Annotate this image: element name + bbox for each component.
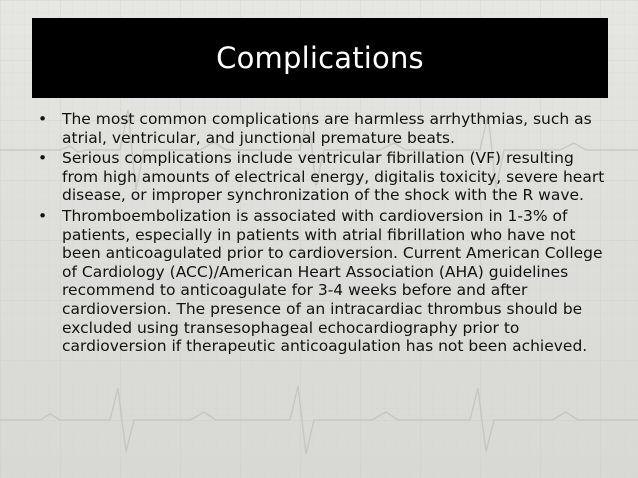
bullet-item (34, 207, 614, 356)
bullet-text: Serious complications include ventricular fibrillation (VF) resulting from high amounts of electrical energy, digitalis toxicity, severe heart disease, or improper synchronization of the shock with the R wave. (62, 149, 605, 205)
bullet-item (34, 110, 614, 147)
bullet-list (34, 110, 614, 358)
bullet-text: Thromboembolization is associated with cardioversion in 1-3% of patients, especially in patients with atrial fibrillation who have not been anticoagulated prior to cardioversion. Current American College of Cardiology (ACC)/American Heart Association (AHA) guidelines recommend to anticoagulate for 3-4 weeks before and after cardioversion. The presence of an intracardiac thrombus should be excluded using transesophageal echocardiography prior to cardioversion if therapeutic anticoagulation has not been achieved. (62, 206, 603, 356)
title-bar (32, 18, 608, 98)
bullet-text: The most common complications are harmless arrhythmias, such as atrial, ventricular, and junctional premature beats. (62, 110, 592, 147)
bullet-item (34, 149, 614, 205)
bullet-icon: • (38, 206, 48, 225)
slide-title: Complications (216, 40, 424, 75)
bullet-icon: • (38, 149, 48, 168)
bullet-icon: • (38, 110, 48, 128)
